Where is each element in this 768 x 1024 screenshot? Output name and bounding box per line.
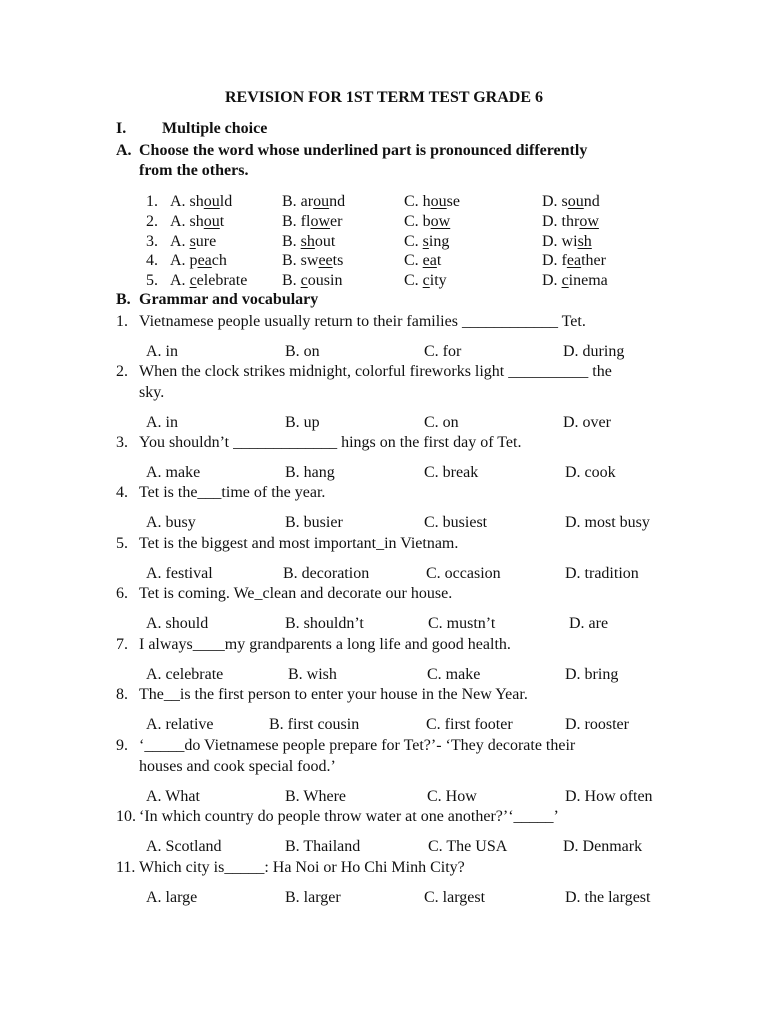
answer-option: B. on <box>285 343 320 360</box>
answer-option: A. make <box>146 464 201 481</box>
word-suffix: ld <box>219 193 233 210</box>
word-option <box>170 232 216 252</box>
answer-option: B. first cousin <box>269 716 360 733</box>
answer-option: B. shouldn’t <box>285 615 364 632</box>
word-suffix: ther <box>581 252 606 269</box>
word-option <box>404 251 441 271</box>
question-text: Tet is the___time of the year. <box>139 484 326 501</box>
answer-option: D. tradition <box>565 565 639 582</box>
word-suffix: ousin <box>307 272 343 289</box>
answer-option: A. should <box>146 615 209 632</box>
question-number: 8. <box>116 686 128 703</box>
underlined-part: c <box>189 272 197 289</box>
word-suffix: elebrate <box>196 272 248 289</box>
word-prefix: A. p <box>170 252 198 269</box>
answer-option: C. make <box>427 666 481 683</box>
word-option <box>542 192 600 212</box>
question-text: The__is the first person to enter your house in the New Year. <box>139 686 528 703</box>
section-label: Multiple choice <box>162 120 268 137</box>
word-prefix: B. fl <box>282 213 311 230</box>
answer-option: D. cook <box>565 464 616 481</box>
question-number: 10. <box>116 808 136 825</box>
word-option <box>282 251 343 271</box>
item-number: 4. <box>146 252 158 269</box>
question-text: Tet is the biggest and most important_in Vietnam. <box>139 535 459 552</box>
word-option <box>170 192 232 212</box>
word-option <box>542 251 606 271</box>
word-suffix: nd <box>583 193 600 210</box>
underlined-part: s <box>189 233 196 250</box>
part-b-letter: B. <box>116 291 131 308</box>
question-number: 4. <box>116 484 128 501</box>
word-prefix: C. h <box>404 193 431 210</box>
answer-option: B. busier <box>285 514 343 531</box>
underlined-part: ou <box>313 193 330 210</box>
answer-option: A. busy <box>146 514 196 531</box>
answer-option: B. larger <box>285 889 341 906</box>
answer-option: A. in <box>146 414 178 431</box>
question-text: I always____my grandparents a long life and good health. <box>139 636 511 653</box>
answer-option: B. up <box>285 414 320 431</box>
answer-option: D. How often <box>565 788 653 805</box>
answer-option: A. festival <box>146 565 213 582</box>
answer-option: C. busiest <box>424 514 488 531</box>
part-a-letter: A. <box>116 142 132 159</box>
item-number: 3. <box>146 233 158 250</box>
word-prefix: B. ar <box>282 193 314 210</box>
word-option <box>542 271 608 291</box>
word-option <box>282 232 335 252</box>
word-prefix: D. wi <box>542 233 578 250</box>
word-prefix: D. s <box>542 193 568 210</box>
question-number: 7. <box>116 636 128 653</box>
word-prefix: C. <box>404 252 423 269</box>
word-option <box>404 212 450 232</box>
answer-option: B. Where <box>285 788 347 805</box>
answer-option: A. Scotland <box>146 838 222 855</box>
question-number: 2. <box>116 363 128 380</box>
question-text: When the clock strikes midnight, colorful fireworks light __________ the <box>139 363 612 380</box>
underlined-part: ow <box>430 213 451 230</box>
answer-option: C. How <box>427 788 477 805</box>
answer-option: D. over <box>563 414 611 431</box>
answer-option: C. on <box>424 414 459 431</box>
word-suffix: t <box>219 213 225 230</box>
answer-option: D. bring <box>565 666 619 683</box>
question-text: ‘_____do Vietnamese people prepare for Tet?’- ‘They decorate their <box>139 737 576 754</box>
question-number: 11. <box>116 859 136 876</box>
word-prefix: A. <box>170 272 190 289</box>
word-prefix: A. <box>170 233 190 250</box>
answer-option: D. are <box>569 615 609 632</box>
answer-option: D. the largest <box>565 889 651 906</box>
answer-option: C. The USA <box>428 838 508 855</box>
question-text: sky. <box>139 384 165 401</box>
word-prefix: B. sw <box>282 252 319 269</box>
word-prefix: C. <box>404 233 423 250</box>
underlined-part: ou <box>430 193 447 210</box>
word-suffix: ing <box>428 233 450 250</box>
word-option <box>404 192 460 212</box>
underlined-part: sh <box>300 233 315 250</box>
word-prefix: D. <box>542 272 562 289</box>
part-b-heading: Grammar and vocabulary <box>139 291 319 308</box>
underlined-part: ea <box>422 252 437 269</box>
answer-option: C. mustn’t <box>428 615 496 632</box>
underlined-part: ow <box>579 213 599 230</box>
question-text: Tet is coming. We_clean and decorate our house. <box>139 585 453 602</box>
question-text: ‘In which country do people throw water at one another?’‘_____’ <box>139 808 559 825</box>
question-text: Which city is_____: Ha Noi or Ho Chi Minh City? <box>139 859 465 876</box>
answer-option: C. break <box>424 464 479 481</box>
underlined-part: s <box>422 233 429 250</box>
word-suffix: ch <box>211 252 227 269</box>
underlined-part: ow <box>310 213 331 230</box>
answer-option: D. during <box>563 343 625 360</box>
underlined-part: c <box>300 272 308 289</box>
word-option <box>282 271 342 291</box>
word-suffix: out <box>314 233 336 250</box>
answer-option: A. large <box>146 889 198 906</box>
answer-option: D. rooster <box>565 716 629 733</box>
question-number: 9. <box>116 737 128 754</box>
underlined-part: c <box>422 272 430 289</box>
word-prefix: D. f <box>542 252 567 269</box>
part-a-instruction-line1: Choose the word whose underlined part is pronounced differently <box>139 142 588 159</box>
underlined-part: c <box>561 272 569 289</box>
answer-option: B. decoration <box>283 565 370 582</box>
word-option <box>282 192 345 212</box>
question-text: houses and cook special food.’ <box>139 758 336 775</box>
underlined-part: sh <box>577 233 592 250</box>
answer-option: A. What <box>146 788 200 805</box>
underlined-part: ea <box>566 252 582 269</box>
part-a-instruction-line2: from the others. <box>139 162 249 179</box>
word-suffix: nd <box>329 193 346 210</box>
question-number: 6. <box>116 585 128 602</box>
answer-option: C. for <box>424 343 462 360</box>
word-option <box>542 232 592 252</box>
word-prefix: A. sh <box>170 213 204 230</box>
question-number: 3. <box>116 434 128 451</box>
answer-option: A. in <box>146 343 178 360</box>
item-number: 5. <box>146 272 158 289</box>
word-suffix: se <box>446 193 460 210</box>
question-text: You shouldn’t _____________ hings on the first day of Tet. <box>139 434 522 451</box>
answer-option: C. occasion <box>426 565 501 582</box>
item-number: 1. <box>146 193 158 210</box>
page-title: REVISION FOR 1ST TERM TEST GRADE 6 <box>224 89 543 106</box>
word-prefix: C. b <box>404 213 431 230</box>
word-prefix: A. sh <box>170 193 204 210</box>
answer-option: C. largest <box>424 889 486 906</box>
answer-option: B. hang <box>285 464 335 481</box>
word-option <box>542 212 599 232</box>
word-option <box>170 251 227 271</box>
question-number: 5. <box>116 535 128 552</box>
question-text: Vietnamese people usually return to their families ____________ Tet. <box>139 313 586 330</box>
word-suffix: er <box>330 213 343 230</box>
underlined-part: ou <box>203 193 220 210</box>
word-suffix: inema <box>568 272 608 289</box>
answer-option: B. wish <box>288 666 337 683</box>
answer-option: A. relative <box>146 716 214 733</box>
answer-option: D. most busy <box>565 514 650 531</box>
word-prefix: B. <box>282 272 301 289</box>
word-option <box>282 212 342 232</box>
item-number: 2. <box>146 213 158 230</box>
word-suffix: ts <box>332 252 344 269</box>
underlined-part: ou <box>567 193 584 210</box>
underlined-part: ou <box>203 213 220 230</box>
answer-option: C. first footer <box>426 716 513 733</box>
word-suffix: t <box>436 252 442 269</box>
word-option <box>170 271 247 291</box>
underlined-part: ea <box>197 252 212 269</box>
section-number: I. <box>116 120 127 137</box>
answer-option: D. Denmark <box>563 838 643 855</box>
answer-option: A. celebrate <box>146 666 224 683</box>
word-prefix: C. <box>404 272 423 289</box>
word-suffix: ure <box>195 233 217 250</box>
word-suffix: ity <box>429 272 447 289</box>
answer-option: B. Thailand <box>285 838 361 855</box>
word-option <box>404 232 449 252</box>
word-prefix: B. <box>282 233 301 250</box>
word-option <box>404 271 447 291</box>
word-prefix: D. thr <box>542 213 580 230</box>
word-option <box>170 212 224 232</box>
underlined-part: ee <box>318 252 333 269</box>
question-number: 1. <box>116 313 128 330</box>
